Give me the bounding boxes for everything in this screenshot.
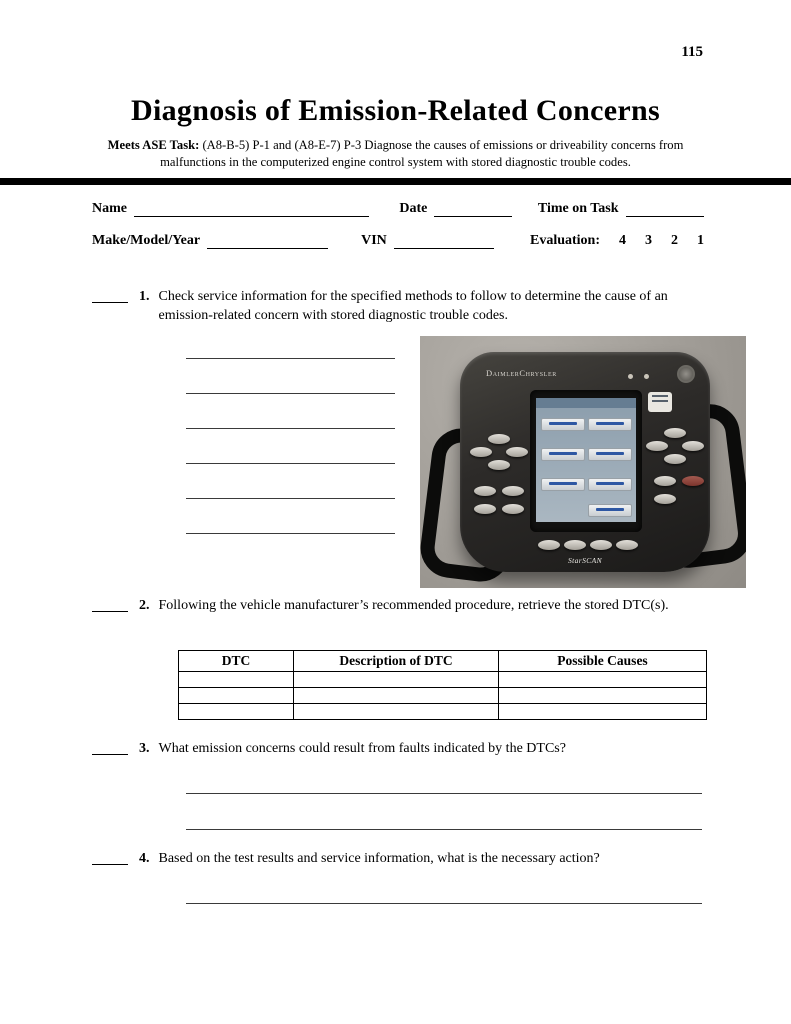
screen-button	[541, 418, 585, 431]
function-button	[538, 540, 560, 550]
d-pad-down-button	[664, 454, 686, 464]
evaluation-score-4: 4	[619, 233, 626, 248]
answer-line	[186, 758, 702, 794]
d-pad-left-button	[470, 447, 492, 457]
table-header-dtc: DTC	[179, 651, 294, 672]
table-cell	[179, 688, 294, 704]
table-cell	[499, 672, 707, 688]
vin-label: VIN	[361, 233, 387, 248]
question-1-text: Check service information for the specified methods to follow to determine the cause of an emission-related concern with stored diagnostic trouble codes.	[158, 289, 668, 323]
cancel-button	[682, 476, 704, 486]
answer-line	[186, 868, 702, 904]
write-line	[186, 394, 395, 429]
ase-task	[82, 137, 709, 170]
date-label: Date	[399, 201, 428, 216]
function-button	[590, 540, 612, 550]
table-cell	[179, 672, 294, 688]
write-line	[186, 464, 395, 499]
screen-button	[588, 504, 632, 517]
question-2-number: 2.	[139, 598, 150, 613]
evaluation-score-3: 3	[645, 233, 652, 248]
d-pad-right-button	[682, 441, 704, 451]
ase-task-label: Meets ASE Task:	[107, 138, 200, 152]
function-button	[502, 486, 524, 496]
grade-blank-4	[92, 850, 128, 865]
question-1-number: 1.	[139, 289, 150, 304]
question-3-answer-lines	[186, 758, 702, 830]
write-line	[186, 359, 395, 394]
make-model-year-blank	[207, 233, 328, 249]
name-blank	[134, 201, 369, 217]
grade-blank-3	[92, 740, 128, 755]
page-number: 115	[681, 44, 703, 60]
form-row-name	[92, 201, 704, 217]
date-blank	[434, 201, 511, 217]
question-3-number: 3.	[139, 741, 150, 756]
screen-button	[588, 478, 632, 491]
screen-button	[541, 478, 585, 491]
screen-button	[588, 448, 632, 461]
table-cell	[294, 704, 499, 720]
table-cell	[179, 704, 294, 720]
table-cell	[499, 704, 707, 720]
function-button	[564, 540, 586, 550]
indicator-icon	[644, 374, 649, 379]
question-4-number: 4.	[139, 851, 150, 866]
question-1-write-lines	[186, 324, 395, 534]
question-4-answer-lines	[186, 868, 702, 904]
function-button	[654, 494, 676, 504]
function-button	[654, 476, 676, 486]
table-row	[179, 704, 707, 720]
evaluation-label: Evaluation:	[529, 233, 600, 248]
screen-bezel	[530, 390, 642, 532]
grade-blank-2	[92, 597, 128, 612]
answer-line	[186, 794, 702, 830]
form-row-vehicle	[92, 233, 704, 249]
scan-tool-photo	[420, 336, 746, 588]
write-line	[186, 499, 395, 534]
scan-tool-device	[460, 352, 710, 572]
vin-blank	[394, 233, 494, 249]
table-header-row	[179, 651, 707, 672]
device-brand-label: DaimlerChrysler	[486, 368, 557, 378]
divider-rule	[0, 178, 791, 185]
question-3-text: What emission concerns could result from faults indicated by the DTCs?	[158, 741, 566, 756]
question-4-text: Based on the test results and service information, what is the necessary action?	[158, 851, 600, 866]
device-screen	[536, 398, 636, 522]
ase-task-text: (A8-B-5) P-1 and (A8-E-7) P-3 Diagnose the causes of emissions or driveability concerns from malfunctions in the computerized engine control system with stored diagnostic trouble codes.	[160, 138, 684, 169]
dtc-table	[178, 650, 707, 720]
screen-button	[541, 448, 585, 461]
d-pad-up-button	[664, 428, 686, 438]
question-2-text: Following the vehicle manufacturer’s recommended procedure, retrieve the stored DTC(s).	[158, 598, 669, 613]
device-logo: StarSCAN	[567, 556, 603, 565]
name-label: Name	[92, 201, 127, 216]
write-line	[186, 324, 395, 359]
function-button	[474, 504, 496, 514]
question-4	[92, 850, 706, 869]
table-cell	[294, 672, 499, 688]
make-model-year-label: Make/Model/Year	[92, 233, 201, 248]
table-cell	[499, 688, 707, 704]
table-header-causes: Possible Causes	[499, 651, 707, 672]
table-header-description: Description of DTC	[294, 651, 499, 672]
d-pad-right-button	[506, 447, 528, 457]
menu-button	[648, 392, 672, 412]
function-button	[502, 504, 524, 514]
page-title: Diagnosis of Emission-Related Concerns	[131, 94, 660, 127]
write-line	[186, 429, 395, 464]
screen-title-bar	[536, 398, 636, 408]
evaluation-score-2: 2	[671, 233, 678, 248]
screen-button	[588, 418, 632, 431]
power-button	[677, 365, 695, 383]
function-button	[616, 540, 638, 550]
table-row	[179, 688, 707, 704]
function-button	[474, 486, 496, 496]
table-cell	[294, 688, 499, 704]
table-row	[179, 672, 707, 688]
d-pad-down-button	[488, 460, 510, 470]
d-pad-left-button	[646, 441, 668, 451]
indicator-icon	[628, 374, 633, 379]
time-on-task-label: Time on Task	[537, 201, 619, 216]
question-3	[92, 740, 706, 759]
time-on-task-blank	[626, 201, 704, 217]
d-pad-up-button	[488, 434, 510, 444]
evaluation-score-1: 1	[697, 233, 704, 248]
question-2	[92, 597, 706, 616]
question-1	[92, 288, 706, 326]
grade-blank-1	[92, 288, 128, 303]
